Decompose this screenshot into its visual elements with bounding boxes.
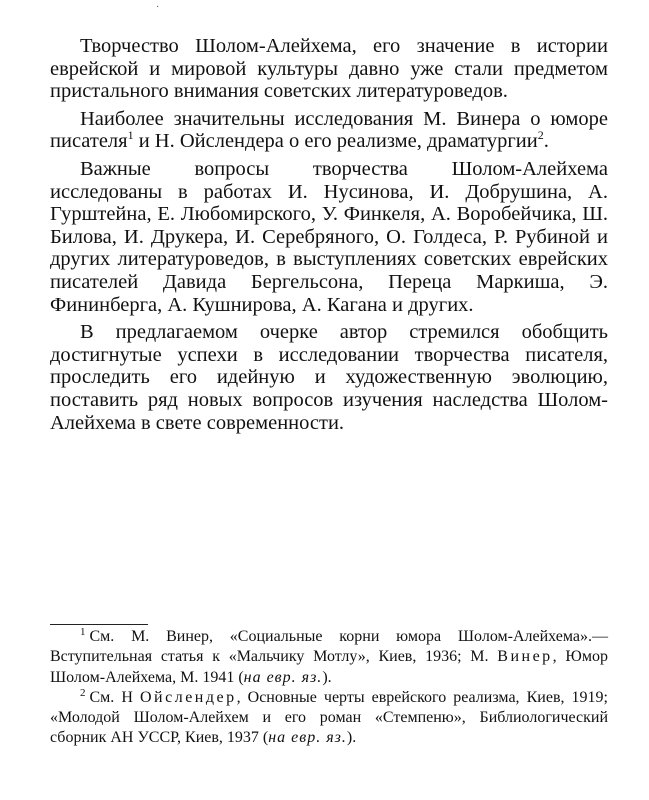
main-text bbox=[50, 35, 608, 434]
footnote-2-language-note: на евр. яз. bbox=[268, 729, 347, 747]
paragraph-2-text-c: . bbox=[543, 130, 549, 153]
footnote-1-language-note: на евр. яз. bbox=[243, 668, 323, 686]
paragraph-2 bbox=[50, 108, 608, 153]
paragraph-2-text-a: Наиболее значительны исследования М. Винера о юморе писателя bbox=[50, 107, 608, 153]
footnote-1-text-a: См. М. Винер, «Социальные корни юмора Шолом-Алейхема».— Вступительная статья к «Мальчику Мотлу», Киев, 1936; М. bbox=[50, 628, 608, 666]
footnote-separator bbox=[50, 624, 148, 625]
footnote-1 bbox=[50, 627, 608, 688]
paragraph-2-text-b: и Н. Ойслендера о его реализме, драматургии bbox=[133, 130, 538, 153]
footnote-1-text-c: ). bbox=[322, 668, 332, 686]
footnote-2-text-c: ). bbox=[346, 729, 357, 747]
footnote-2-mark: 2 bbox=[80, 686, 86, 699]
footnote-1-mark: 1 bbox=[80, 625, 86, 638]
footnote-2-text-b: , Основные черты еврейского реализма, Киев, 1919; «Молодой Шолом-Алейхем и его роман «Стемпеню», Библиологический сборник АН УССР, Киев, 1937 ( bbox=[50, 688, 609, 747]
footnote-ref-2: 2 bbox=[537, 128, 544, 143]
paragraph-4: В предлагаемом очерке автор стремился обобщить достигнутые успехи в исследовании творчества писателя, проследить его идейную и художественную эволюцию, поставить ряд новых вопросов изучения наследства Шолом-Алейхема в свете современности. bbox=[50, 321, 608, 434]
paragraph-3: Важные вопросы творчества Шолом-Алейхема исследованы в работах И. Нусинова, И. Добрушина, А. Гурштейна, Е. Любомирского, У. Финкеля, А. Воробейчика, Ш. Билова, И. Друкера, И. Серебряного, О. Голдеса, Р. Рубиной и других литературоведов, в выступлениях советских еврейских писателей Давида Бергельсона, Переца Маркиша, Э. Фининберга, А. Кушнирова, А. Кагана и других. bbox=[50, 157, 608, 316]
footnote-2-text-a: См. Н bbox=[89, 688, 140, 706]
footnote-2 bbox=[50, 688, 608, 749]
footnote-1-text-b: , Юмор Шолом-Алейхема, М. 1941 ( bbox=[50, 648, 608, 686]
paragraph-1: Творчество Шолом-Алейхема, его значение в истории еврейской и мировой культуры давно уже стали предметом пристального внимания советских литературоведов. bbox=[50, 35, 608, 103]
footnote-1-author: Винер bbox=[497, 648, 553, 666]
footnotes bbox=[50, 627, 608, 749]
footnote-ref-1: 1 bbox=[127, 128, 134, 143]
footnote-2-author: Ойслендер bbox=[139, 688, 237, 706]
page-mark: · bbox=[156, 2, 160, 13]
